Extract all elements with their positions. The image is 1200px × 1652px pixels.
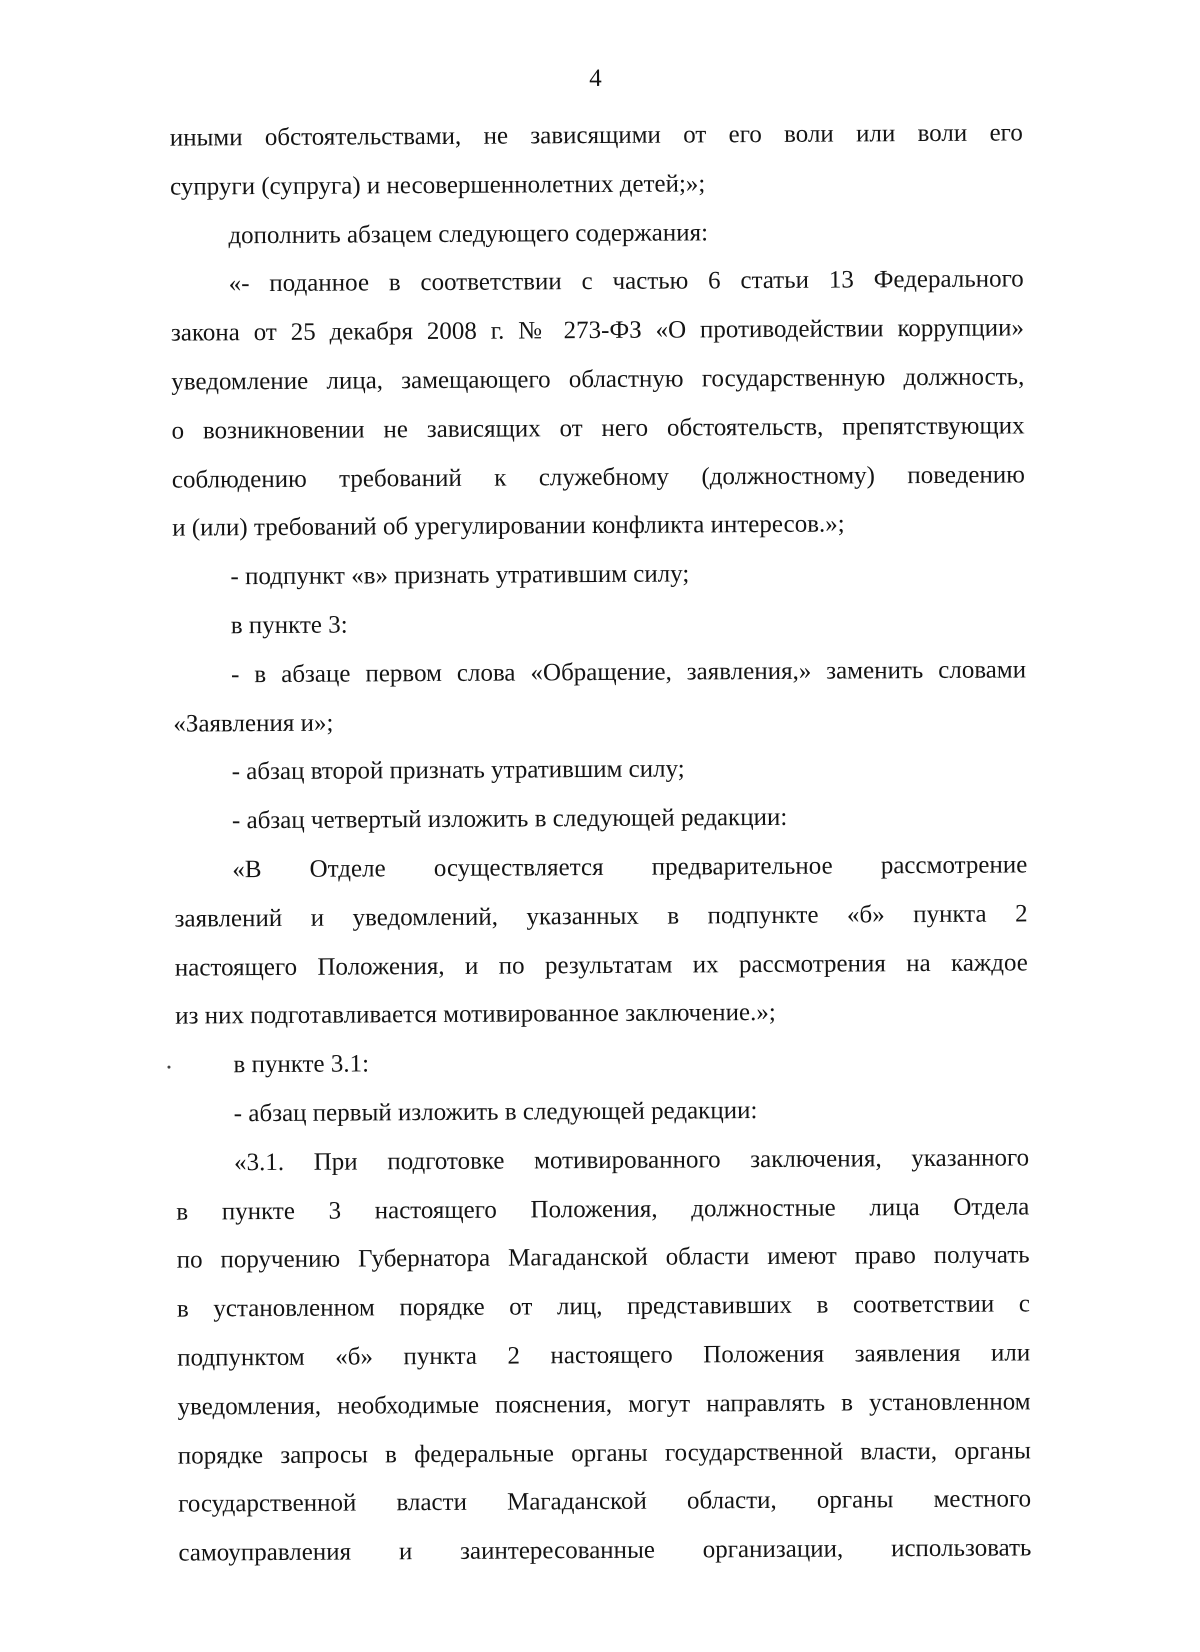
text-line: - абзац четвертый изложить в следующей редакции: (231, 804, 788, 835)
text-line: государственной власти Магаданской области, органы местного (178, 1485, 1032, 1518)
text-line: в пункте 3: (230, 611, 348, 640)
text-line: соблюдению требований к служебному (должностному) поведению (171, 460, 1025, 494)
scan-speck (167, 1066, 170, 1069)
text-line: «Заявления и»; (173, 709, 334, 738)
text-line: по поручению Губернатора Магаданской области имеют право получать (176, 1241, 1030, 1274)
text-line: уведомления, необходимые пояснения, могут направлять в установленном (177, 1388, 1031, 1421)
text-line: в пункте 3 настоящего Положения, должностные лица Отдела (176, 1192, 1030, 1226)
text-line: уведомление лица, замещающего областную государственную должность, (171, 363, 1025, 396)
text-line: порядке запросы в федеральные органы государственной власти, органы (177, 1436, 1031, 1470)
text-line: - подпункт «в» признать утратившим силу; (230, 560, 690, 591)
document-body (170, 109, 1032, 1578)
text-line: - абзац второй признать утратившим силу; (231, 755, 685, 786)
text-line: - абзац первый изложить в следующей редакции: (233, 1096, 758, 1128)
text-line: иными обстоятельствами, не зависящими от его воли или воли его (169, 119, 1023, 152)
text-line: «3.1. При подготовке мотивированного заключения, указанного (233, 1144, 1030, 1176)
text-line: - в абзаце первом слова «Обращение, заявления,» заменить словами (230, 656, 1027, 689)
text-line: дополнить абзацем следующего содержания: (228, 218, 709, 249)
text-line: «В Отделе осуществляется предварительное рассмотрение (232, 851, 1028, 884)
text-line: самоуправления и заинтересованные организации, использовать (178, 1534, 1032, 1567)
text-line: из них подготавливается мотивированное заключение.»; (175, 999, 776, 1030)
text-line: подпунктом «б» пункта 2 настоящего Положения заявления или (177, 1339, 1031, 1372)
text-line: настоящего Положения, и по результатам их рассмотрения на каждое (174, 948, 1028, 982)
page-number: 4 (589, 64, 602, 93)
text-line: и (или) требований об урегулировании конфликта интересов.»; (172, 510, 845, 542)
text-line: супруги (супруга) и несовершеннолетних детей;»; (170, 170, 706, 201)
text-line: в пункте 3.1: (233, 1050, 370, 1079)
text-line: закона от 25 декабря 2008 г. № 273-ФЗ «О противодействии коррупции» (170, 314, 1025, 347)
text-line: «- поданное в соответствии с частью 6 статьи 13 Федерального (228, 265, 1024, 298)
text-line: о возникновении не зависящих от него обстоятельств, препятствующих (171, 412, 1025, 445)
text-line: в установленном порядке от лиц, представивших в соответствии с (176, 1290, 1031, 1323)
text-line: заявлений и уведомлений, указанных в подпункте «б» пункта 2 (174, 900, 1028, 933)
